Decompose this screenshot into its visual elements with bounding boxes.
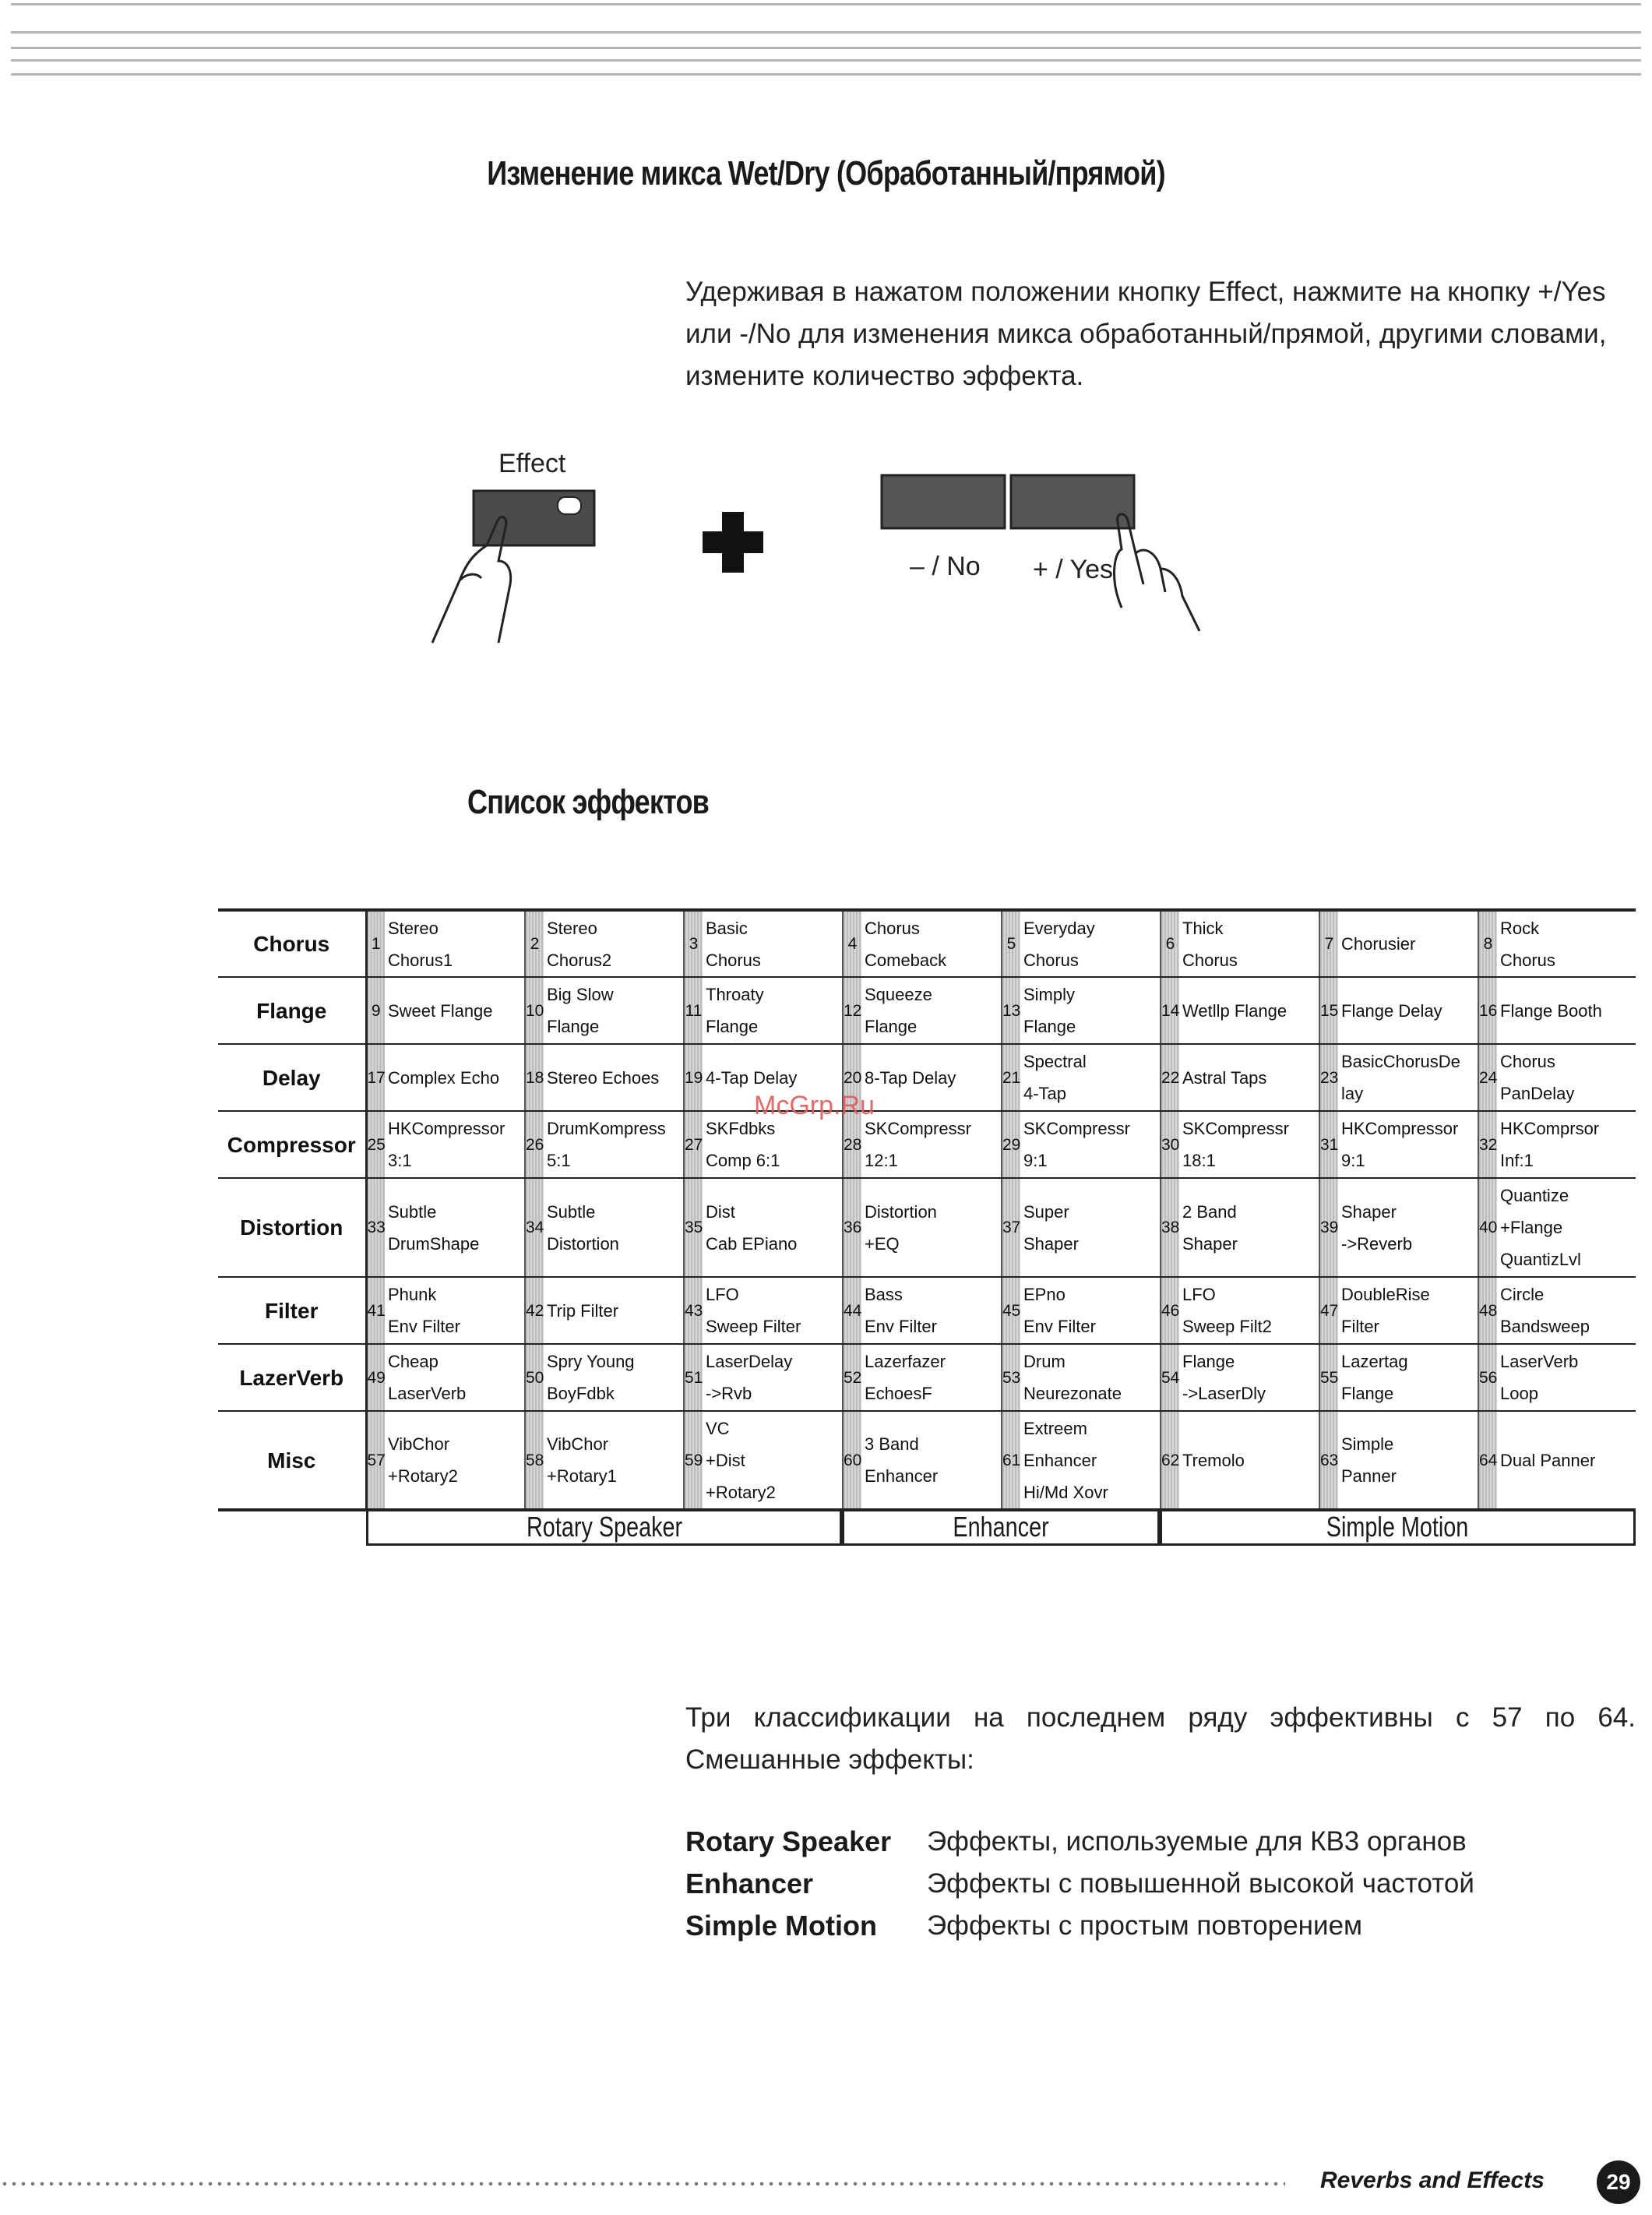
effect-number: 1 [366, 910, 385, 977]
effect-name-line: lay [1341, 1084, 1364, 1103]
group-label-text: Enhancer [953, 1511, 1049, 1543]
effect-name-line: 4-Tap [1023, 1084, 1067, 1103]
effect-name [703, 1411, 843, 1510]
effect-name-line: Basic [706, 918, 748, 938]
effect-name-line: Circle [1500, 1285, 1545, 1304]
effect-name-line: HKCompressor [1341, 1119, 1459, 1138]
effect-name [1338, 910, 1478, 977]
effect-name-line: QuantizLvl [1500, 1250, 1581, 1269]
definition-term: Simple Motion [685, 1910, 877, 1942]
effect-name [861, 910, 1002, 977]
effect-name-line: Neurezonate [1023, 1384, 1122, 1403]
effect-name-line: Env Filter [388, 1317, 460, 1336]
effect-number: 51 [684, 1344, 703, 1411]
effect-name-line: 4-Tap Delay [706, 1067, 798, 1088]
effect-name [385, 977, 525, 1044]
effect-name [385, 910, 525, 977]
category-label: Flange [218, 977, 366, 1044]
effect-name-line: LaserVerb [388, 1384, 467, 1403]
definition-term: Enhancer [685, 1868, 814, 1899]
effect-number: 24 [1478, 1044, 1497, 1111]
effect-number: 49 [366, 1344, 385, 1411]
table-row [218, 1411, 1636, 1510]
effect-name [1020, 1277, 1161, 1344]
effect-name-line: Complex Echo [388, 1067, 500, 1088]
effect-name-line: Hi/Md Xovr [1023, 1482, 1108, 1502]
effect-name-line: Chorus [1182, 950, 1238, 970]
effect-name-line: Shaper [1341, 1201, 1397, 1222]
effect-name-line: 12:1 [865, 1151, 898, 1170]
effect-number: 2 [525, 910, 544, 977]
intro-paragraph: Удерживая в нажатом положении кнопку Effect, нажмите на кнопку +/Yes или -/No для изменения микса обработанный/прямой, другими словами, измените количество эффекта. [685, 277, 1607, 391]
section-heading-effect-list: Список эффектов [467, 783, 710, 821]
footer-dotted-rule [0, 2181, 1285, 2186]
effect-number: 35 [684, 1178, 703, 1277]
effect-name [1179, 1111, 1319, 1178]
effect-name-line: SKFdbks [706, 1119, 776, 1138]
effect-name-line: Comeback [865, 950, 947, 970]
effect-name-line: Cab EPiano [706, 1233, 798, 1254]
effect-name [861, 1111, 1002, 1178]
effect-name-line: Flange [1023, 1017, 1076, 1036]
effect-number: 5 [1002, 910, 1020, 977]
definition-text: Эффекты с повышенной высокой частотой [927, 1868, 1474, 1899]
effect-number: 4 [843, 910, 861, 977]
effect-number: 20 [843, 1044, 861, 1111]
effect-name-line: Chorus [1023, 950, 1079, 970]
effect-name-line: LFO [1182, 1285, 1216, 1304]
effect-name-line: 5:1 [547, 1151, 571, 1170]
effect-name [1179, 1277, 1319, 1344]
effect-name-line: SKCompressr [1182, 1119, 1289, 1138]
effect-name-line: +Flange [1500, 1218, 1563, 1237]
effect-number: 41 [366, 1277, 385, 1344]
effect-name [1497, 1111, 1636, 1178]
effect-name-line: DrumShape [388, 1233, 480, 1254]
effect-name-line: Flange [1182, 1352, 1235, 1371]
effect-name-line: Panner [1341, 1466, 1397, 1486]
effect-name-line: Wetllp Flange [1182, 1000, 1287, 1021]
effect-name-line: Flange [706, 1017, 759, 1036]
effect-name-line: Loop [1500, 1384, 1538, 1403]
effect-name-line: DoubleRise [1341, 1285, 1430, 1304]
effect-name-line: +EQ [865, 1233, 900, 1254]
effect-name-line: Spry Young [547, 1352, 635, 1371]
effect-number: 44 [843, 1277, 861, 1344]
effect-group-labels [366, 1511, 1636, 1549]
effect-name [1020, 1111, 1161, 1178]
effect-name [703, 977, 843, 1044]
effect-name-line: SKCompressr [865, 1119, 971, 1138]
effect-number: 3 [684, 910, 703, 977]
definition-term: Rotary Speaker [685, 1825, 892, 1857]
classification-note: Три классификации на последнем ряду эффективны с 57 по 64. Смешанные эффекты: [685, 1702, 1636, 1775]
effect-name [703, 910, 843, 977]
category-label: Chorus [218, 910, 366, 977]
effect-number: 9 [366, 977, 385, 1044]
effect-number: 13 [1002, 977, 1020, 1044]
effect-name-line: 18:1 [1182, 1151, 1216, 1170]
effect-number: 10 [525, 977, 544, 1044]
effect-name-line: Squeeze [865, 985, 932, 1004]
effect-name [1497, 1277, 1636, 1344]
effect-name-line: Comp 6:1 [706, 1151, 780, 1170]
effect-name-line: Distortion [865, 1201, 937, 1222]
effect-name-line: EPno [1023, 1285, 1066, 1304]
effect-name-line: +Dist [706, 1450, 745, 1470]
effect-number: 53 [1002, 1344, 1020, 1411]
effect-number: 19 [684, 1044, 703, 1111]
effect-name-line: Chorus [1500, 1052, 1555, 1071]
effect-name [861, 1411, 1002, 1510]
effect-name [861, 1178, 1002, 1277]
effect-name-line: Phunk [388, 1285, 437, 1304]
effect-name-line: Big Slow [547, 985, 614, 1004]
group-label [366, 1511, 842, 1546]
effect-name-line: VibChor [388, 1434, 450, 1454]
category-label: Misc [218, 1411, 366, 1510]
definition-text: Эффекты, используемые для КВ3 органов [927, 1826, 1467, 1857]
effect-number: 31 [1319, 1111, 1338, 1178]
effect-name-line: 3 Band [865, 1434, 919, 1454]
effect-name-line: ->LaserDly [1182, 1384, 1266, 1403]
definition-text: Эффекты с простым повторением [927, 1910, 1363, 1941]
effect-name-line: Astral Taps [1182, 1067, 1267, 1088]
effect-number: 52 [843, 1344, 861, 1411]
effect-name-line: Env Filter [1023, 1317, 1096, 1336]
effect-name-line: Super [1023, 1201, 1069, 1222]
effect-name [385, 1277, 525, 1344]
effect-name-line: Chorusier [1341, 934, 1416, 954]
category-label: LazerVerb [218, 1344, 366, 1411]
effect-number: 30 [1161, 1111, 1179, 1178]
effect-number: 40 [1478, 1178, 1497, 1277]
effect-name-line: DrumKompress [547, 1119, 666, 1138]
effect-name-line: Flange [547, 1017, 600, 1036]
effect-name [544, 1044, 684, 1111]
effect-name [1179, 1411, 1319, 1510]
effect-name [1338, 1411, 1478, 1510]
effect-name [1179, 1178, 1319, 1277]
effect-name-line: Flange [865, 1017, 918, 1036]
effect-number: 47 [1319, 1277, 1338, 1344]
effect-number: 12 [843, 977, 861, 1044]
effect-name-line: SKCompressr [1023, 1119, 1130, 1138]
effect-name-line: +Rotary2 [388, 1466, 458, 1486]
no-button-label: – / No [910, 552, 981, 581]
effect-number: 28 [843, 1111, 861, 1178]
group-label-text: Rotary Speaker [526, 1511, 682, 1543]
effects-table [218, 908, 1636, 1511]
effect-name [385, 1111, 525, 1178]
effect-number: 48 [1478, 1277, 1497, 1344]
effect-name [1497, 1411, 1636, 1510]
effect-name-line: Inf:1 [1500, 1151, 1534, 1170]
effect-number: 18 [525, 1044, 544, 1111]
effect-number: 37 [1002, 1178, 1020, 1277]
effect-name-line: ->Rvb [706, 1384, 752, 1403]
effect-name-line: 2 Band [1182, 1201, 1237, 1222]
effect-name-line: Extreem [1023, 1418, 1087, 1438]
table-row [218, 1044, 1636, 1111]
category-label: Delay [218, 1044, 366, 1111]
watermark: McGrp.Ru [754, 1091, 875, 1120]
effect-name-line: Env Filter [865, 1317, 937, 1336]
effect-number: 8 [1478, 910, 1497, 977]
effect-name-line: Shaper [1023, 1233, 1079, 1254]
effect-name [1020, 1178, 1161, 1277]
effect-name-line: Subtle [388, 1201, 437, 1222]
effect-name-line: BoyFdbk [547, 1384, 615, 1403]
effect-name [1338, 1178, 1478, 1277]
effect-name-line: Stereo [388, 918, 439, 938]
effect-number: 32 [1478, 1111, 1497, 1178]
effect-name-line: EchoesF [865, 1384, 932, 1403]
effect-name-line: BasicChorusDe [1341, 1052, 1460, 1071]
effect-name [1338, 1044, 1478, 1111]
effect-number: 54 [1161, 1344, 1179, 1411]
effect-number: 17 [366, 1044, 385, 1111]
effect-number: 36 [843, 1178, 861, 1277]
effect-name [861, 1044, 1002, 1111]
effect-name-line: VibChor [547, 1434, 609, 1454]
effect-name-line: Subtle [547, 1201, 596, 1222]
effect-name-line: 9:1 [1341, 1151, 1365, 1170]
effect-name [1338, 1111, 1478, 1178]
effect-name-line: Tremolo [1182, 1450, 1245, 1470]
effect-name-line: Everyday [1023, 918, 1095, 938]
effect-name-line: Simply [1023, 985, 1076, 1004]
effect-number: 63 [1319, 1411, 1338, 1510]
effect-name [544, 1277, 684, 1344]
effect-name [703, 1277, 843, 1344]
header-rules [11, 0, 1641, 78]
effect-number: 60 [843, 1411, 861, 1510]
effect-number: 29 [1002, 1111, 1020, 1178]
effect-name-line: LaserDelay [706, 1352, 793, 1371]
table-row [218, 1111, 1636, 1178]
effect-name [385, 1044, 525, 1111]
effect-name-line: +Rotary2 [706, 1482, 776, 1502]
effect-name [1020, 910, 1161, 977]
effect-number: 38 [1161, 1178, 1179, 1277]
effect-name-line: Sweep Filter [706, 1317, 801, 1336]
effect-name [1179, 977, 1319, 1044]
effects-table-body [218, 910, 1636, 1510]
effect-number: 23 [1319, 1044, 1338, 1111]
effect-number: 27 [684, 1111, 703, 1178]
effect-name [1020, 977, 1161, 1044]
effect-name-line: ->Reverb [1341, 1233, 1413, 1254]
group-label [842, 1511, 1160, 1546]
effect-name-line: Distortion [547, 1233, 619, 1254]
effect-number: 25 [366, 1111, 385, 1178]
effect-name [1338, 1277, 1478, 1344]
definitions-list [685, 1821, 1636, 1947]
effect-name-line: LFO [706, 1285, 739, 1304]
effect-number: 33 [366, 1178, 385, 1277]
group-label-text: Simple Motion [1326, 1511, 1469, 1543]
effect-name [1497, 910, 1636, 977]
effect-name [1179, 910, 1319, 977]
effect-number: 26 [525, 1111, 544, 1178]
effect-name-line: +Rotary1 [547, 1466, 617, 1486]
effect-name [1338, 1344, 1478, 1411]
effect-name-line: Filter [1341, 1317, 1379, 1336]
effect-name [544, 1111, 684, 1178]
effect-name-line: Stereo Echoes [547, 1067, 660, 1088]
effect-name-line: Spectral [1023, 1052, 1087, 1071]
effect-name-line: Lazerfazer [865, 1352, 946, 1371]
effect-number: 7 [1319, 910, 1338, 977]
effect-number: 61 [1002, 1411, 1020, 1510]
footer-section-title: Reverbs and Effects [1320, 2167, 1545, 2193]
effect-name-line: Dual Panner [1500, 1450, 1596, 1470]
effect-number: 45 [1002, 1277, 1020, 1344]
effect-name [703, 1178, 843, 1277]
table-row [218, 977, 1636, 1044]
effect-number: 39 [1319, 1178, 1338, 1277]
effect-name [1497, 1178, 1636, 1277]
effect-number: 34 [525, 1178, 544, 1277]
table-row [218, 910, 1636, 977]
effect-number: 43 [684, 1277, 703, 1344]
effect-name [1497, 1044, 1636, 1111]
definition-row [685, 1821, 1636, 1863]
effect-name-line: Flange [1341, 1384, 1394, 1403]
effect-number: 57 [366, 1411, 385, 1510]
effect-name [861, 1344, 1002, 1411]
effect-name-line: VC [706, 1418, 730, 1438]
definition-row [685, 1863, 1636, 1905]
effect-name-line: 9:1 [1023, 1151, 1048, 1170]
effect-name-line: Chorus1 [388, 950, 453, 970]
effect-name-line: Drum [1023, 1352, 1066, 1371]
yes-button-label: + / Yes [1033, 555, 1114, 584]
effect-name-line: Chorus [1500, 950, 1555, 970]
effect-name [1020, 1411, 1161, 1510]
effect-name [1179, 1344, 1319, 1411]
table-row [218, 1178, 1636, 1277]
effect-name [703, 1344, 843, 1411]
effect-name [544, 1178, 684, 1277]
category-label: Distortion [218, 1178, 366, 1277]
button-illustration [389, 444, 1246, 647]
effect-name [1497, 1344, 1636, 1411]
effect-name-line: Thick [1182, 918, 1224, 938]
effect-name-line: Shaper [1182, 1233, 1238, 1254]
effect-name-line: LaserVerb [1500, 1352, 1579, 1371]
effect-name-line: PanDelay [1500, 1084, 1575, 1103]
effect-number: 64 [1478, 1411, 1497, 1510]
effect-name-line: Bandsweep [1500, 1317, 1590, 1336]
section-heading-wet-dry: Изменение микса Wet/Dry (Обработанный/прямой) [487, 154, 1165, 192]
effect-number: 42 [525, 1277, 544, 1344]
effect-number: 55 [1319, 1344, 1338, 1411]
effect-number: 11 [684, 977, 703, 1044]
effect-number: 14 [1161, 977, 1179, 1044]
effect-name [544, 977, 684, 1044]
group-label [1160, 1511, 1636, 1546]
effect-name-line: Chorus [865, 918, 920, 938]
effect-name-line: Enhancer [1023, 1450, 1097, 1470]
effect-name [1179, 1044, 1319, 1111]
table-row [218, 1277, 1636, 1344]
effect-number: 6 [1161, 910, 1179, 977]
effect-name [385, 1178, 525, 1277]
effect-name [1020, 1344, 1161, 1411]
effect-name-line: Sweet Flange [388, 1000, 493, 1021]
category-label: Filter [218, 1277, 366, 1344]
effect-name-line: 8-Tap Delay [865, 1067, 956, 1088]
effect-name-line: Chorus2 [547, 950, 612, 970]
effect-number: 16 [1478, 977, 1497, 1044]
effect-name-line: Chorus [706, 950, 761, 970]
effect-number: 46 [1161, 1277, 1179, 1344]
effect-name [544, 1411, 684, 1510]
effect-name-line: Rock [1500, 918, 1540, 938]
effect-number: 50 [525, 1344, 544, 1411]
effect-name-line: HKCompressor [388, 1119, 505, 1138]
effect-name-line: Trip Filter [547, 1300, 619, 1321]
effect-name [385, 1344, 525, 1411]
effect-name-line: Simple [1341, 1434, 1394, 1454]
effect-name-line: HKComprsor [1500, 1119, 1600, 1138]
effect-number: 15 [1319, 977, 1338, 1044]
effect-name [544, 1344, 684, 1411]
effect-name-line: Cheap [388, 1352, 439, 1371]
effect-name-line: Bass [865, 1285, 903, 1304]
page-number-badge: 29 [1597, 2160, 1640, 2204]
effect-name-line: Lazertag [1341, 1352, 1408, 1371]
effect-number: 56 [1478, 1344, 1497, 1411]
effect-name [861, 1277, 1002, 1344]
definition-row [685, 1905, 1636, 1947]
category-label: Compressor [218, 1111, 366, 1178]
effect-name-line: 3:1 [388, 1151, 412, 1170]
effect-name-line: Stereo [547, 918, 597, 938]
table-row [218, 1344, 1636, 1411]
effect-name-line: Flange Delay [1341, 1000, 1442, 1021]
effect-name [544, 910, 684, 977]
effect-name-line: Quantize [1500, 1186, 1569, 1205]
effect-name [861, 977, 1002, 1044]
effect-number: 58 [525, 1411, 544, 1510]
effect-button-label: Effect [498, 449, 566, 478]
effect-name [1338, 977, 1478, 1044]
effect-number: 22 [1161, 1044, 1179, 1111]
effect-name-line: Enhancer [865, 1466, 939, 1486]
effect-name [1020, 1044, 1161, 1111]
effect-number: 62 [1161, 1411, 1179, 1510]
effect-name [1497, 977, 1636, 1044]
effect-name [385, 1411, 525, 1510]
effect-number: 59 [684, 1411, 703, 1510]
effect-name-line: Sweep Filt2 [1182, 1317, 1272, 1336]
effect-name-line: Dist [706, 1201, 735, 1222]
effect-name-line: Flange Booth [1500, 1000, 1602, 1021]
effect-number: 21 [1002, 1044, 1020, 1111]
effect-name-line: Throaty [706, 985, 764, 1004]
